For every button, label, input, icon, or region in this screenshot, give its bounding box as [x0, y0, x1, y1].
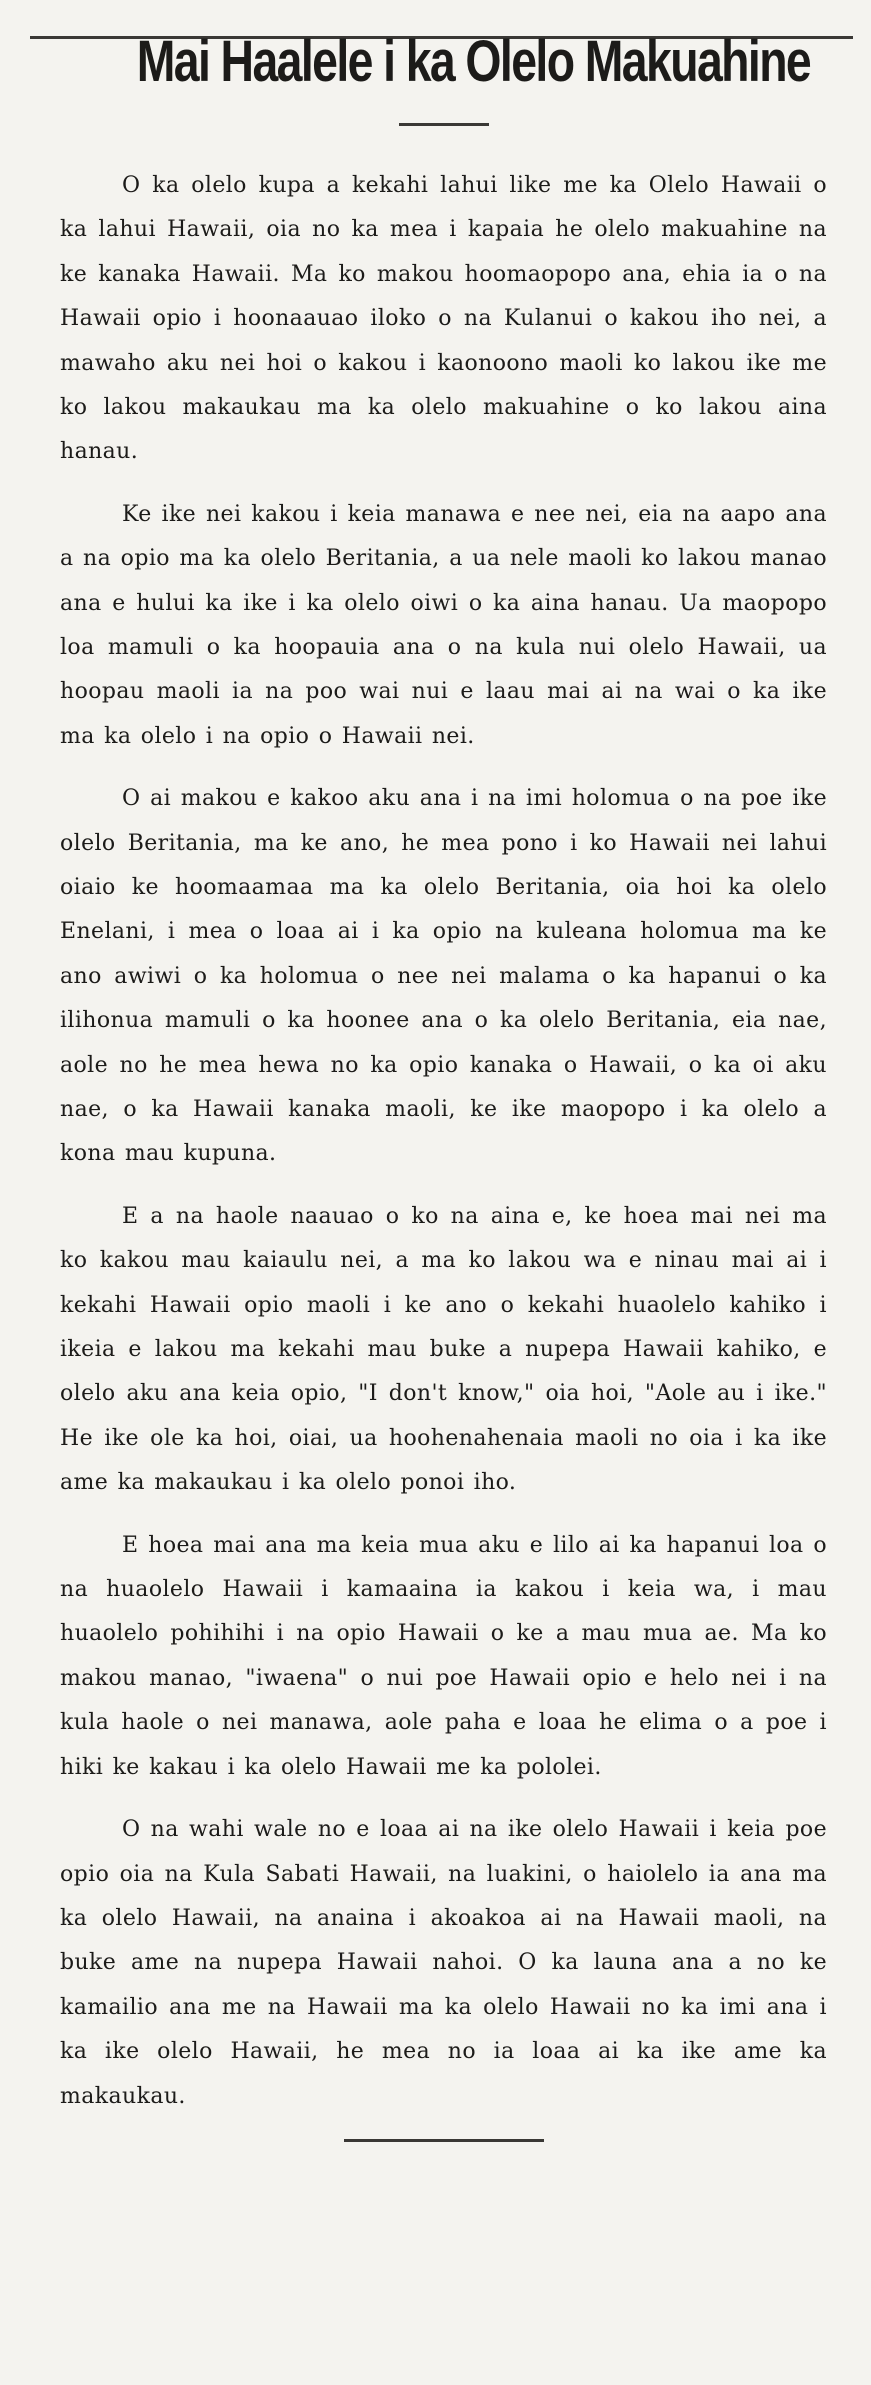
article-paragraph: E hoea mai ana ma keia mua aku e lilo ai ka hapanui loa o na huaolelo Hawaii i kamaaina ia kakou i keia wa, i mau huaolelo pohihihi i na opio Hawaii o ke a mau mua ae. Ma ko makou manao, "iwaena" o nui poe Hawaii opio e helo nei i na kula haole o nei manawa, aole paha e loaa he elima o a poe i hiki ke kakau i ka olelo Hawaii me ka pololei.	[60, 1532, 827, 1780]
headline-divider	[399, 123, 489, 126]
article-paragraph: Ke ike nei kakou i keia manawa e nee nei, eia na aapo ana a na opio ma ka olelo Beritania, a ua nele maoli ko lakou manao ana e hului ka ike i ka olelo oiwi o ka aina hanau. Ua maopopo loa mamuli o ka hoopauia ana o na kula nui olelo Hawaii, ua hoopau maoli ia na poo wai nui e laau mai ai na wai o ka ike ma ka olelo i na opio o Hawaii nei.	[60, 501, 827, 749]
article-headline: Mai Haalele i ka Olelo Makuahine	[136, 29, 811, 94]
article-paragraph: O ka olelo kupa a kekahi lahui like me ka Olelo Hawaii o ka lahui Hawaii, oia no ka mea i kapaia he olelo makuahine na ke kanaka Hawaii. Ma ko makou hoomaopopo ana, ehia ia o na Hawaii opio i hoonaauao iloko o na Kulanui o kakou iho nei, a mawaho aku nei hoi o kakou i kaonoono maoli ko lakou ike me ko lakou makaukau ma ka olelo makuahine o ko lakou aina hanau.	[60, 172, 827, 465]
article-paragraph: O na wahi wale no e loaa ai na ike olelo Hawaii i keia poe opio oia na Kula Sabati Hawaii, na luakini, o haiolelo ia ana ma ka olelo Hawaii, na anaina i akoakoa ai na Hawaii maoli, na buke ame na nupepa Hawaii nahoi. O ka launa ana a no ke kamailio ana me na Hawaii ma ka olelo Hawaii no ka imi ana i ka ike olelo Hawaii, he mea no ia loaa ai ka ike ame ka makaukau.	[60, 1817, 827, 2109]
end-rule	[344, 2139, 544, 2142]
article-paragraph: O ai makou e kakoo aku ana i na imi holomua o na poe ike olelo Beritania, ma ke ano, he mea pono i ko Hawaii nei lahui oiaio ke hoomaamaa ma ka olelo Beritania, oia hoi ka olelo Enelani, i mea o loaa ai i ka opio na kuleana holomua ma ke ano awiwi o ka holomua o nee nei malama o ka hapanui o ka ilihonua mamuli o ka hoonee ana o ka olelo Beritania, eia nae, aole no he mea hewa no ka opio kanaka o Hawaii, o ka oi aku nae, o ka Hawaii kanaka maoli, ke ike maopopo i ka olelo a kona mau kupuna.	[60, 786, 827, 1167]
article-body	[60, 164, 827, 2119]
article-paragraph: E a na haole naauao o ko na aina e, ke hoea mai nei ma ko kakou mau kaiaulu nei, a ma ko lakou wa e ninau mai ai i kekahi Hawaii opio maoli i ke ano o kekahi huaolelo kahiko i ikeia e lakou ma kekahi mau buke a nupepa Hawaii kahiko, e olelo aku ana keia opio, "I don't know," oia hoi, "Aole au i ike." He ike ole ka hoi, oiai, ua hoohenahenaia maoli no oia i ka ike ame ka makaukau i ka olelo ponoi iho.	[60, 1203, 827, 1496]
newspaper-page	[0, 29, 871, 2385]
